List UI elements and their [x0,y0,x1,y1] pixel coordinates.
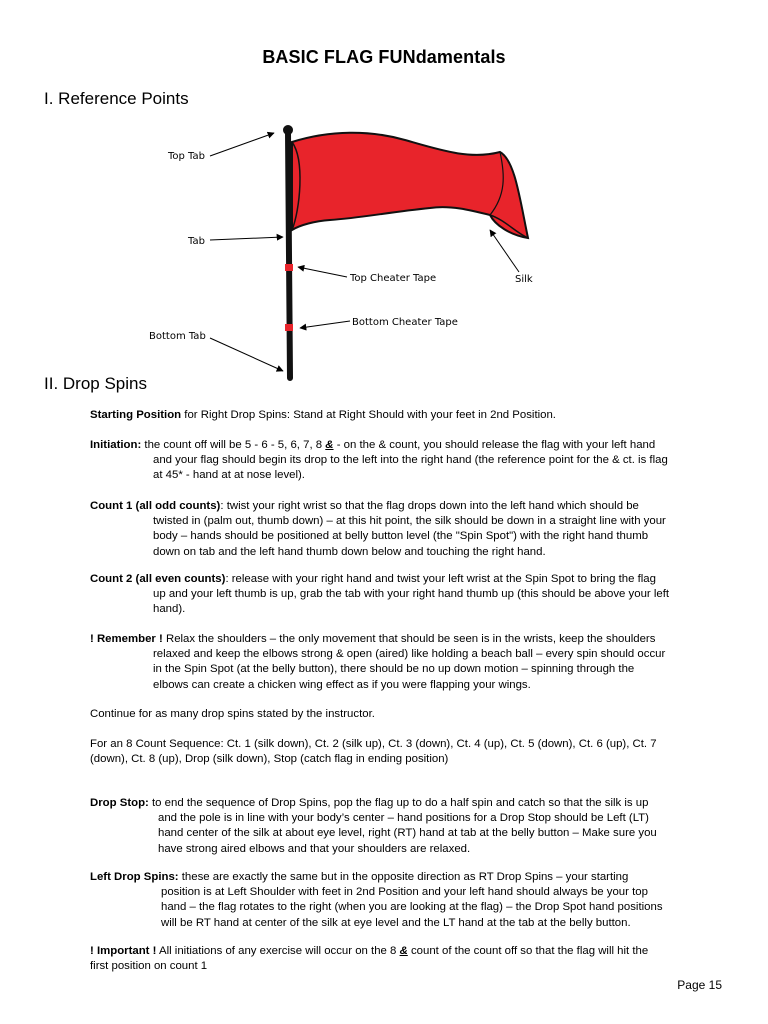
label-top-tab: Top Tab [168,151,205,162]
label-silk: Silk [515,274,533,285]
count2-paragraph: Count 2 (all even counts): release with your right hand and twist your left wrist at the Spin Spot to bring the flag up and your left thumb is up, grab the tab with your right hand thumb up (this should be above your left hand). [90,573,670,616]
label-tab: Tab [188,236,205,247]
starting-position-paragraph: Starting Position for Right Drop Spins: Stand at Right Should with your feet in 2nd Position. [90,409,556,421]
section-heading-drop-spins: II. Drop Spins [44,374,147,393]
drop-stop-paragraph: Drop Stop: to end the sequence of Drop Spins, pop the flag up to do a half spin and catch so that the silk is up and the pole is in line with your body’s center – hand positions for a Drop Stop should be Left (LT) hand center of the silk at about eye level, right (RT) hand at tab at the belly button – Make sure you have strong aired elbows and that your shoulders are relaxed. [90,797,657,855]
page-title: BASIC FLAG FUNdamentals [262,47,506,67]
page-number: Page 15 [677,978,722,992]
label-top-cheater-tape: Top Cheater Tape [350,273,437,284]
left-drop-spins-paragraph: Left Drop Spins: these are exactly the same but in the opposite direction as RT Drop Spins – your starting position is at Left Shoulder with feet in 2nd Position and your left hand should always be your top hand – the flag rotates to the right (when you are looking at the flag) – the Drop Spot hand positions will be RT hand at center of the silk at eye level and the LT hand at the tab at the belly button. [90,871,663,929]
remember-paragraph: ! Remember ! Relax the shoulders – the only movement that should be seen is in the wrists, keep the shoulders relaxed and keep the elbows strong & open (aired) like holding a beach ball – every spin should occur in the Spin Spot (at the belly button), there should be no up down motion – spinning through the elbows can create a chicken wing effect as if you were flapping your wings. [90,633,666,691]
important-paragraph: ! Important ! All initiations of any exercise will occur on the 8 & count of the count off so that the flag will hit the first position on count 1 [90,945,649,973]
label-bottom-tab: Bottom Tab [149,331,206,342]
sequence-paragraph: For an 8 Count Sequence: Ct. 1 (silk down), Ct. 2 (silk up), Ct. 3 (down), Ct. 4 (up), Ct. 5 (down), Ct. 6 (up), Ct. 7 (down), Ct. 8 (up), Drop (silk down), Stop (catch flag in ending position) [90,738,657,766]
top-cheater-tape [285,264,293,271]
count1-paragraph: Count 1 (all odd counts): twist your right wrist so that the flag drops down into the left hand which should be twisted in (palm out, thumb down) – at this hit point, the silk should be down in a straight line with your body – hands should be positioned at belly button level (the "Spin Spot") with the right hand thumb down on tab and the left hand thumb down below and touching the right hand. [90,500,666,558]
label-bottom-cheater-tape: Bottom Cheater Tape [352,317,458,328]
top-tab-knob [283,125,293,135]
flag-silk [292,133,528,238]
initiation-paragraph: Initiation: the count off will be 5 - 6 - 5, 6, 7, 8 & - on the & count, you should release the flag with your left hand and your flag should begin its drop to the left into the right hand (the reference point for the & ct. is flag at 45* - hand at at nose level). [90,439,668,482]
section-heading-reference-points: I. Reference Points [44,89,189,108]
continue-paragraph: Continue for as many drop spins stated by the instructor. [90,708,375,720]
bottom-cheater-tape [285,324,293,331]
flag-pole [288,132,290,378]
